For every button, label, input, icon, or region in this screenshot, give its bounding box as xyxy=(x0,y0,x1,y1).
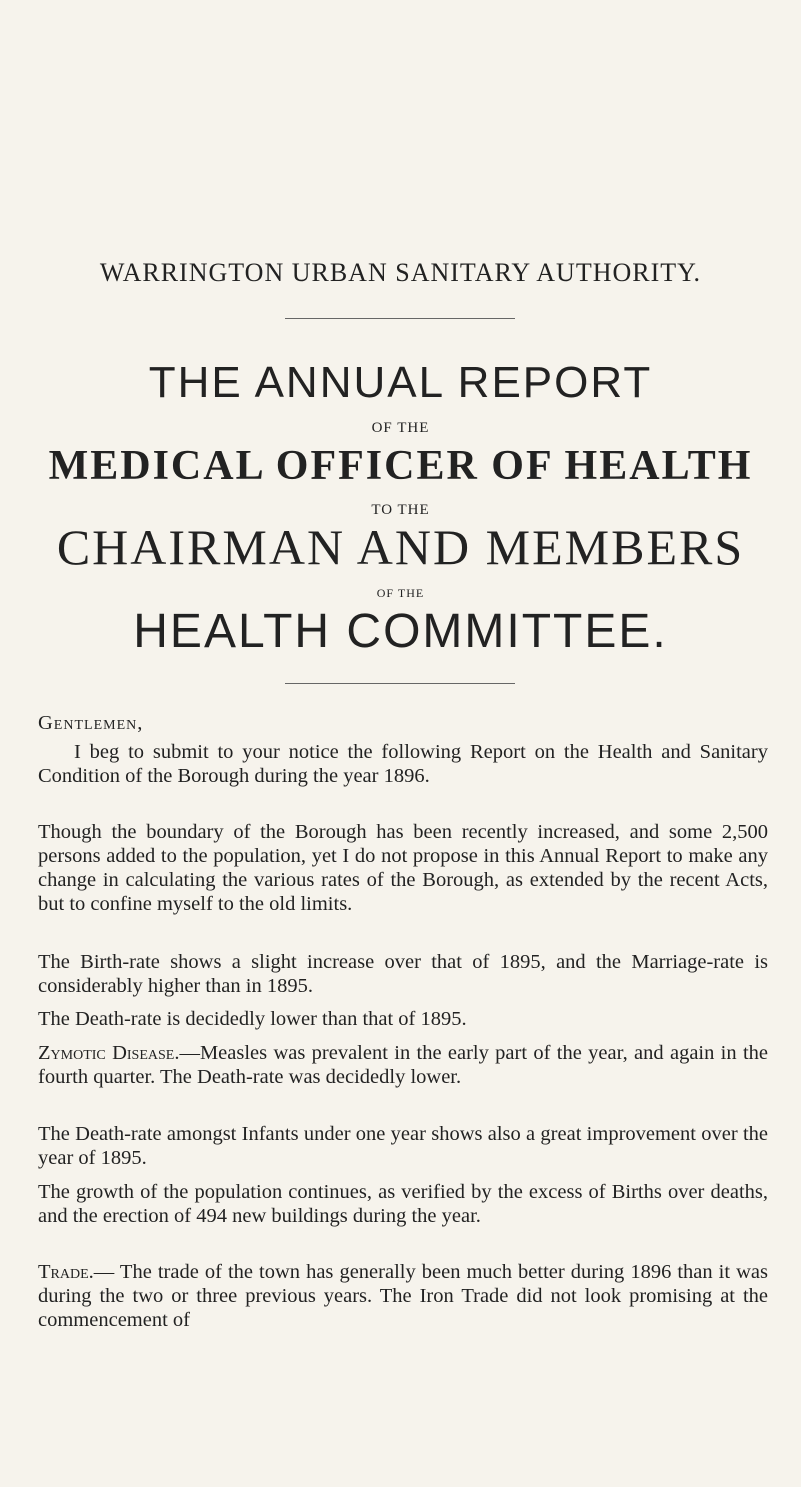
title-to-the: TO THE xyxy=(371,502,430,518)
title-health-committee: HEALTH COMMITTEE. xyxy=(133,605,668,658)
paragraph-infants: The Death-rate amongst Infants under one year shows also a great improvement over the year of 1895. xyxy=(38,1123,768,1169)
paragraph-zymotic xyxy=(38,1041,768,1089)
trade-heading: Trade. xyxy=(38,1261,94,1283)
paragraph-boundary: Though the boundary of the Borough has been recently increased, and some 2,500 persons added to the population, yet I do not propose in this Annual Report to make any change in calculating the various rates of the Borough, as extended by the recent Acts, but to confine myself to the old limits. xyxy=(38,821,768,915)
paragraph-birth-rate: The Birth-rate shows a slight increase over that of 1895, and the Marriage-rate is considerably higher than in 1895. xyxy=(38,951,768,997)
title-annual-report: THE ANNUAL REPORT xyxy=(148,358,653,407)
paragraph-trade xyxy=(38,1260,768,1332)
divider-rule-2 xyxy=(285,683,515,684)
salutation: Gentlemen, xyxy=(38,712,144,734)
paragraph-intro: I beg to submit to your notice the following Report on the Health and Sanitary Condition of the Borough during the year 1896. xyxy=(38,741,768,787)
zymotic-text: —Measles was prevalent in the early part of the year, and again in the fourth quarter. The Death-rate was decidedly lower. xyxy=(38,1042,768,1088)
title-medical-officer: MEDICAL OFFICER OF HEALTH xyxy=(48,443,753,489)
paragraph-death-rate: The Death-rate is decidedly lower than that of 1895. xyxy=(38,1008,467,1030)
title-of-the: OF THE xyxy=(371,420,430,436)
paragraph-growth: The growth of the population continues, as verified by the excess of Births over deaths, and the erection of 494 new buildings during the year. xyxy=(38,1181,768,1227)
divider-rule xyxy=(285,318,515,319)
title-of-the-2: OF THE xyxy=(376,586,425,600)
zymotic-heading: Zymotic Disease. xyxy=(38,1042,180,1064)
authority-heading: WARRINGTON URBAN SANITARY AUTHORITY. xyxy=(99,258,702,287)
title-chairman-members: CHAIRMAN AND MEMBERS xyxy=(56,519,745,575)
trade-text: — The trade of the town has generally been much better during 1896 than it was during the two or three previous years. The Iron Trade did not look promising at the commencement of xyxy=(38,1261,768,1331)
